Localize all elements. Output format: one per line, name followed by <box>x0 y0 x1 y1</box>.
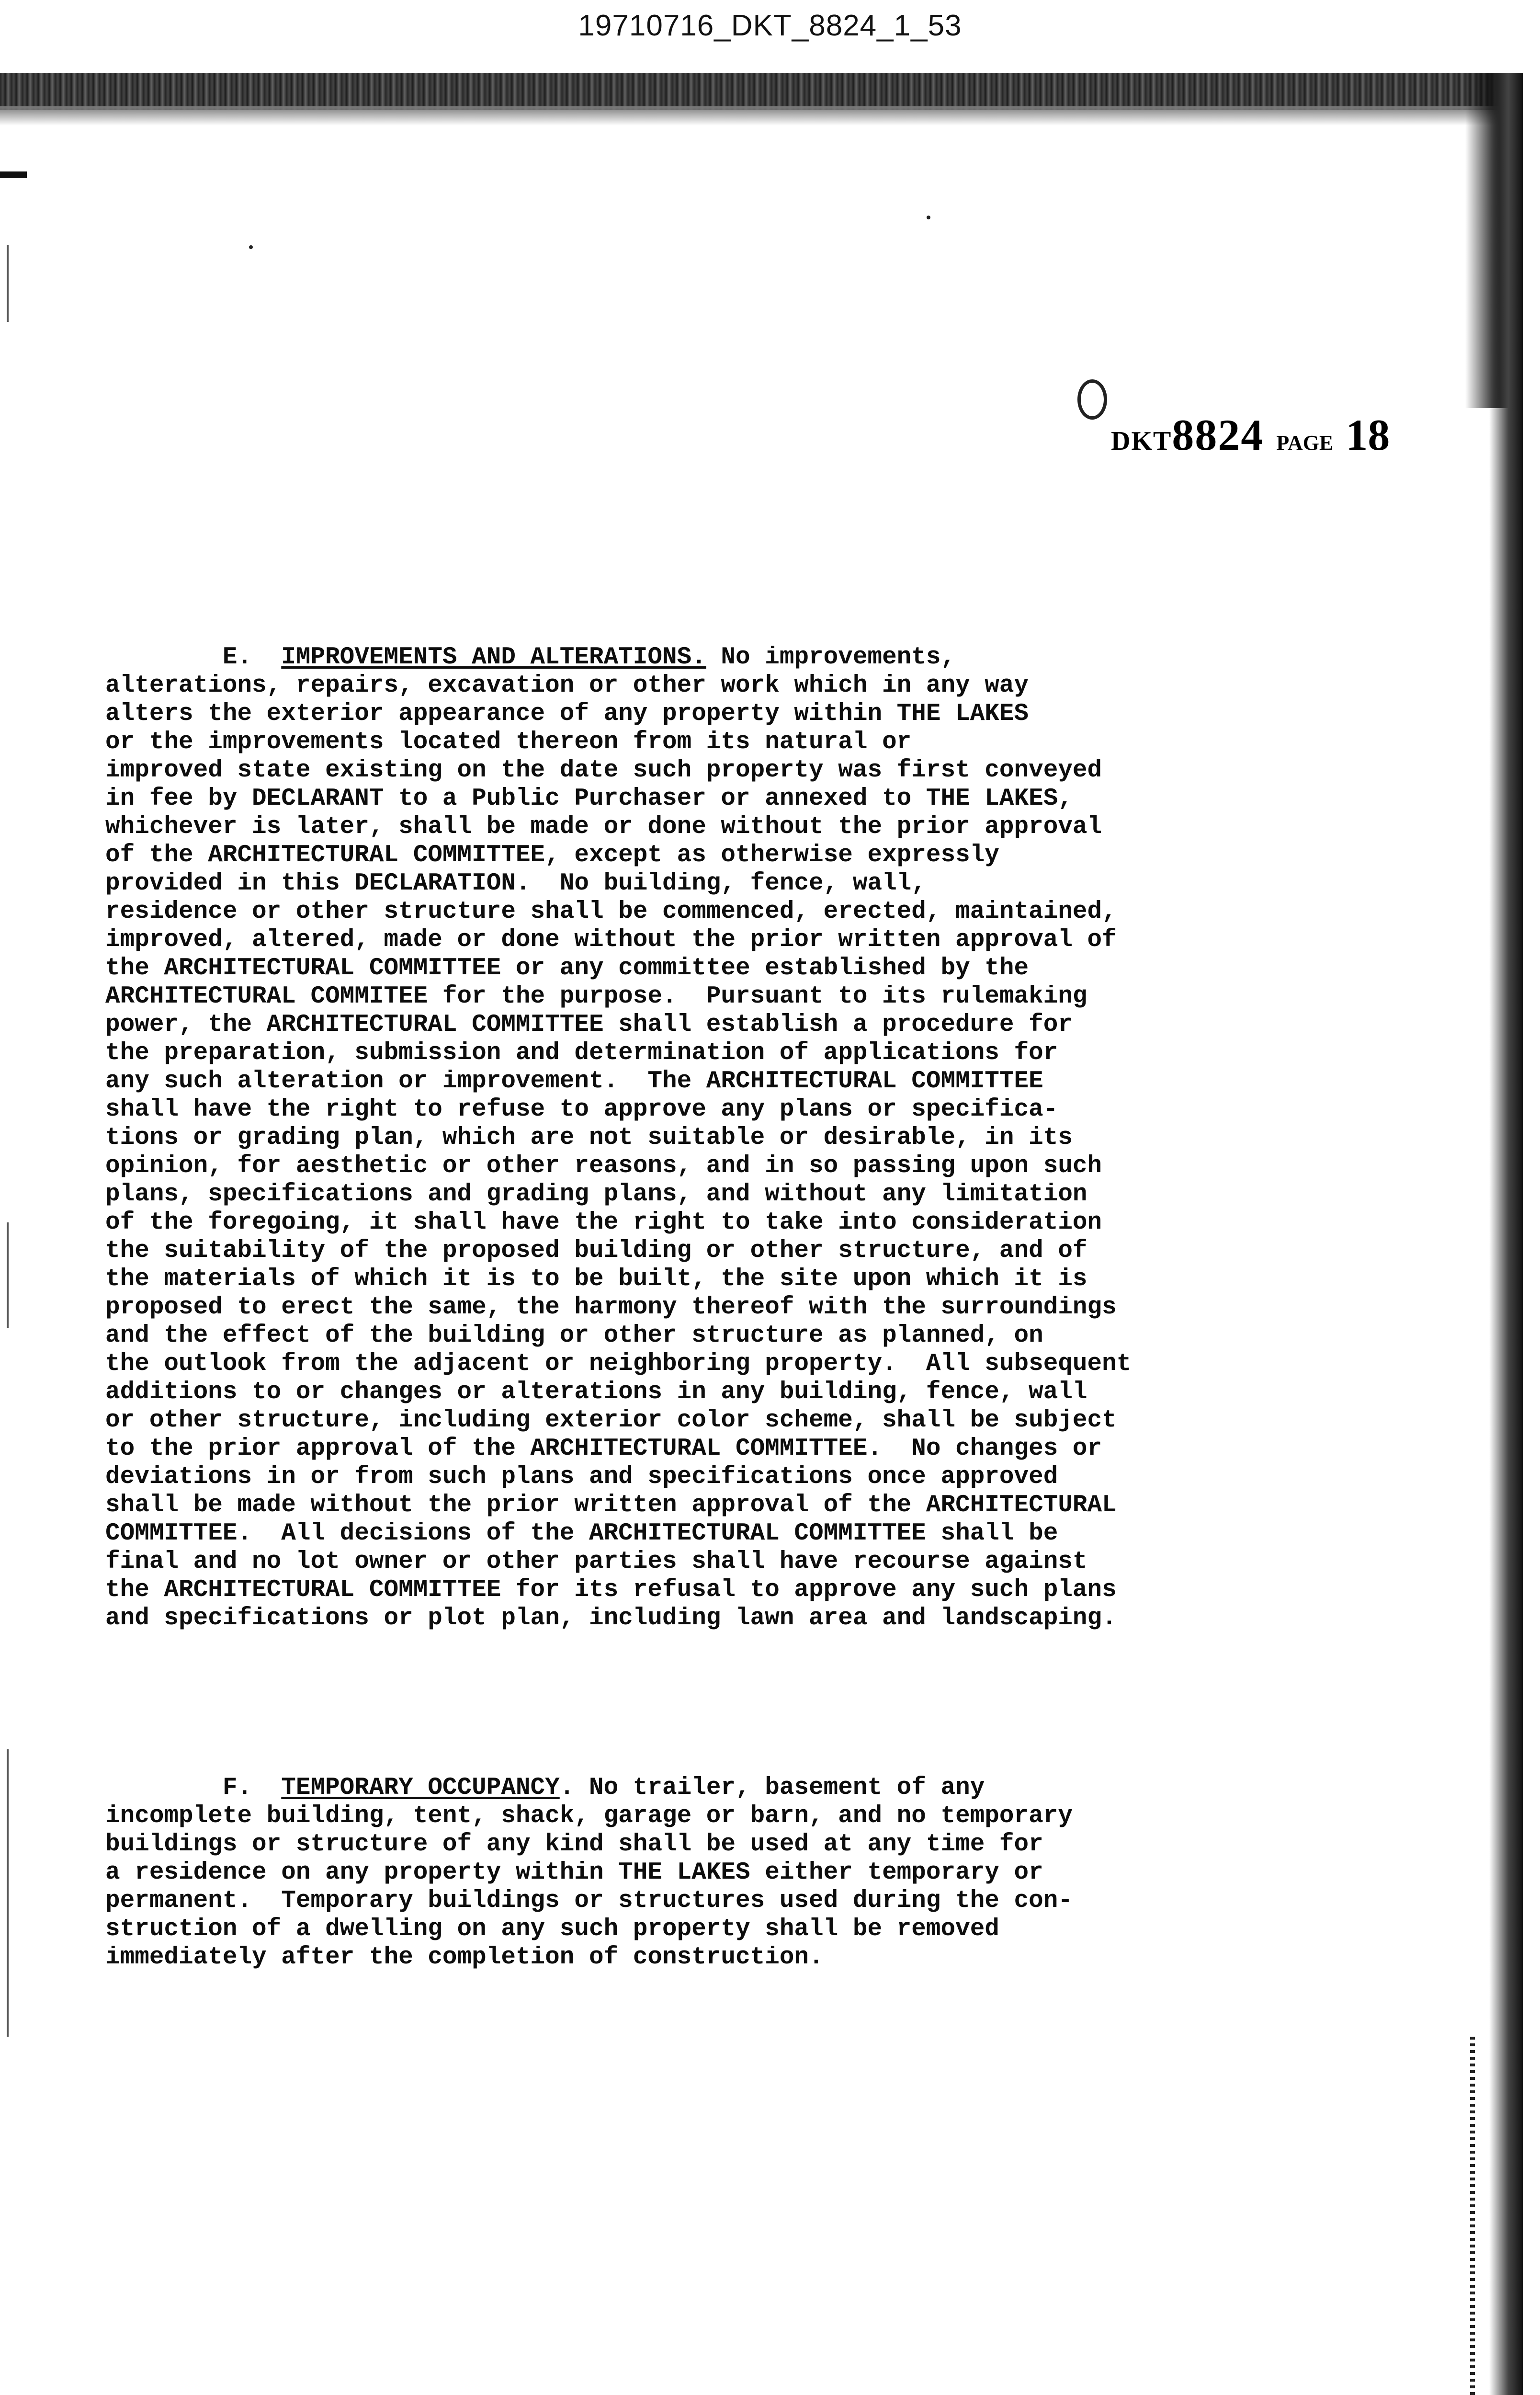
section-e-line: the suitability of the proposed building or other structure, and of <box>105 1237 1087 1265</box>
section-f <box>105 1774 1302 1972</box>
docket-page-stamp <box>1111 410 1390 460</box>
docket-prefix: DKT <box>1111 426 1172 456</box>
section-e-line: additions to or changes or alterations in any building, fence, wall <box>105 1379 1087 1406</box>
section-e-line: to the prior approval of the ARCHITECTURAL COMMITTEE. No changes or <box>105 1435 1102 1462</box>
section-f-lead: F. <box>105 1774 282 1802</box>
scan-speck <box>927 216 930 219</box>
section-e-line: No improvements, <box>706 644 956 671</box>
scan-speck <box>249 245 253 249</box>
file-header: 19710716_DKT_8824_1_53 <box>578 9 962 42</box>
section-e-line: whichever is later, shall be made or done without the prior approval <box>105 813 1102 841</box>
docket-number: 8824 <box>1172 411 1264 459</box>
scan-right-border <box>1489 73 1523 2395</box>
section-e-line: of the foregoing, it shall have the right to take into consideration <box>105 1209 1102 1236</box>
section-f-heading: TEMPORARY OCCUPANCY <box>281 1774 560 1802</box>
section-e-line: ARCHITECTURAL COMMITEE for the purpose. Pursuant to its rulemaking <box>105 983 1087 1010</box>
section-e-line: and specifications or plot plan, including lawn area and landscaping. <box>105 1605 1117 1632</box>
left-margin-mark <box>0 171 27 178</box>
section-e-line: improved state existing on the date such property was first conveyed <box>105 757 1102 784</box>
section-e-line: and the effect of the building or other structure as planned, on <box>105 1322 1043 1349</box>
section-f-line: permanent. Temporary buildings or structures used during the con- <box>105 1887 1073 1915</box>
section-e-line: provided in this DECLARATION. No building, fence, wall, <box>105 870 926 897</box>
scan-top-shadow <box>0 106 1523 125</box>
section-e-line: deviations in or from such plans and specifications once approved <box>105 1463 1058 1491</box>
section-e-line: the ARCHITECTURAL COMMITTEE for its refusal to approve any such plans <box>105 1576 1117 1604</box>
section-e-line: the preparation, submission and determination of applications for <box>105 1039 1058 1067</box>
section-e-line: residence or other structure shall be commenced, erected, maintained, <box>105 898 1117 925</box>
section-e-line: or other structure, including exterior color scheme, shall be subject <box>105 1407 1117 1434</box>
right-margin-marks <box>1470 2037 1475 2395</box>
section-e-line: plans, specifications and grading plans, and without any limitation <box>105 1181 1087 1208</box>
section-f-line: incomplete building, tent, shack, garage or barn, and no temporary <box>105 1802 1073 1830</box>
section-f-line: a residence on any property within THE LAKES either temporary or <box>105 1859 1043 1886</box>
section-e-line: shall have the right to refuse to approve any plans or specifica- <box>105 1096 1058 1123</box>
section-e-line: the outlook from the adjacent or neighboring property. All subsequent <box>105 1350 1132 1378</box>
left-margin-speck <box>7 1749 9 2037</box>
scan-top-border <box>0 73 1523 110</box>
section-e-lead: E. <box>105 644 282 671</box>
section-e-line: shall be made without the prior written approval of the ARCHITECTURAL <box>105 1492 1117 1519</box>
section-e-heading: IMPROVEMENTS AND ALTERATIONS. <box>281 644 706 671</box>
section-e-line: in fee by DECLARANT to a Public Purchaser or annexed to THE LAKES, <box>105 785 1073 812</box>
section-e-line: proposed to erect the same, the harmony thereof with the surroundings <box>105 1294 1117 1321</box>
section-e-line: the materials of which it is to be built, the site upon which it is <box>105 1266 1087 1293</box>
hole-punch-mark <box>1077 379 1107 420</box>
section-e-line: final and no lot owner or other parties shall have recourse against <box>105 1548 1087 1575</box>
document-body <box>105 587 1302 2000</box>
section-f-line: . No trailer, basement of any <box>559 1774 985 1802</box>
section-f-line: struction of a dwelling on any such property shall be removed <box>105 1916 999 1943</box>
left-margin-speck <box>7 245 9 322</box>
section-e-line: opinion, for aesthetic or other reasons, and in so passing upon such <box>105 1152 1102 1180</box>
section-e-line: or the improvements located thereon from its natural or <box>105 729 912 756</box>
section-e-line: tions or grading plan, which are not suitable or desirable, in its <box>105 1124 1073 1152</box>
section-f-line: buildings or structure of any kind shall be used at any time for <box>105 1831 1043 1858</box>
page-label: PAGE <box>1276 431 1334 455</box>
section-e-line: alterations, repairs, excavation or other work which in any way <box>105 672 1029 699</box>
section-e-line: alters the exterior appearance of any property within THE LAKES <box>105 700 1029 728</box>
section-e-line: improved, altered, made or done without the prior written approval of <box>105 926 1117 954</box>
section-e-line: any such alteration or improvement. The ARCHITECTURAL COMMITTEE <box>105 1068 1043 1095</box>
section-e-line: power, the ARCHITECTURAL COMMITTEE shall establish a procedure for <box>105 1011 1073 1038</box>
section-e-line: COMMITTEE. All decisions of the ARCHITECTURAL COMMITTEE shall be <box>105 1520 1058 1547</box>
section-f-line: immediately after the completion of construction. <box>105 1944 824 1971</box>
section-e-line: the ARCHITECTURAL COMMITTEE or any committee established by the <box>105 955 1029 982</box>
section-e <box>105 643 1302 1632</box>
section-e-line: of the ARCHITECTURAL COMMITTEE, except as otherwise expressly <box>105 842 999 869</box>
paragraph-gap <box>105 1689 1302 1717</box>
left-margin-speck <box>7 1222 9 1328</box>
stamp-page-number: 18 <box>1346 411 1390 459</box>
